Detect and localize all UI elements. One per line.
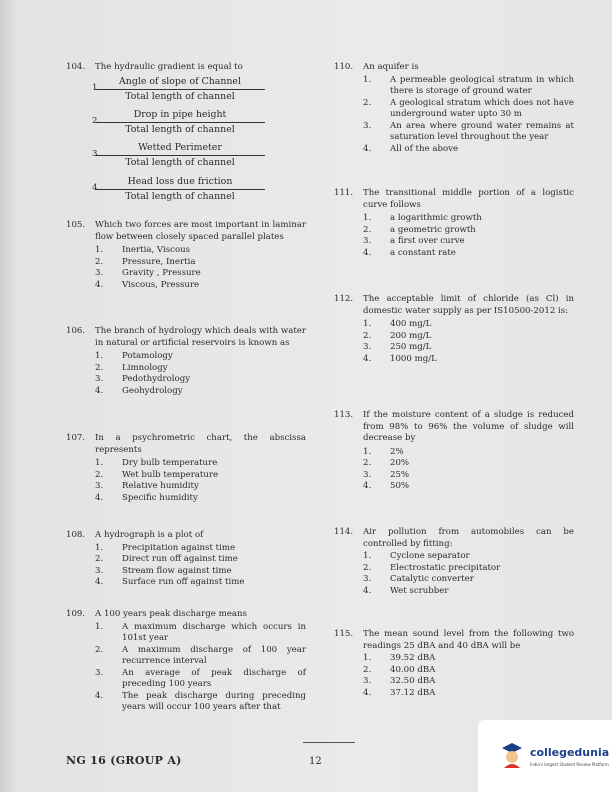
option-number: 4. (363, 353, 372, 364)
option[interactable] (363, 574, 574, 586)
option-text: Electrostatic precipitator (390, 562, 501, 573)
question-107 (66, 433, 306, 504)
question-number: 104. (66, 62, 86, 72)
question-106 (66, 326, 306, 397)
option-number: 2. (363, 562, 372, 573)
option-text: Surface run off against time (122, 577, 245, 587)
question-number: 110. (334, 62, 354, 72)
option-text: Wet bulb temperature (122, 469, 219, 480)
question-104 (66, 62, 306, 74)
logo-wordmark: collegedunia (530, 746, 610, 759)
option-number: 2. (95, 362, 104, 373)
option-number: 3. (95, 565, 104, 576)
option-number: 3. (363, 342, 372, 352)
option-text: a geometric growth (390, 224, 476, 235)
option[interactable] (95, 554, 306, 566)
option[interactable] (363, 676, 574, 688)
option-text: 2% (390, 446, 404, 457)
option-text: Stream flow against time (122, 565, 232, 576)
question-text: A 100 years peak discharge means (95, 609, 247, 619)
option-text: A maximum discharge of 100 year recurrence interval (122, 644, 306, 666)
option-number: 3. (92, 149, 101, 159)
question-115 (334, 629, 574, 699)
option[interactable] (363, 319, 574, 331)
option-text: a constant rate (390, 247, 456, 258)
option-text: 1000 mg/L (390, 353, 437, 364)
option-text: Specific humidity (122, 492, 198, 503)
option-text: Dry bulb temperature (122, 458, 218, 468)
option-number: 1. (363, 653, 372, 663)
option[interactable] (95, 645, 306, 668)
option[interactable] (363, 665, 574, 677)
fraction-bar (95, 155, 265, 156)
logo-tagline: India's largest Student Review Platform (530, 762, 609, 767)
page-number: 12 (309, 756, 322, 767)
fraction-bar (95, 89, 265, 90)
option[interactable] (363, 458, 574, 470)
option-text: An area where ground water remains at saturation level throughout the year (390, 120, 574, 142)
question-number: 115. (334, 629, 354, 639)
option-text: An average of peak discharge of preceding 100 years (122, 667, 306, 689)
option-number: 3. (363, 676, 372, 686)
option-text: a first over curve (390, 236, 465, 246)
fraction-numerator: Wetted Perimeter (138, 142, 222, 153)
option-text: Wet scrubber (390, 585, 449, 596)
option-text: A permeable geological stratum in which there is storage of ground water (390, 74, 574, 96)
option-number: 3. (363, 236, 372, 246)
option[interactable] (95, 458, 306, 470)
option[interactable] (363, 342, 574, 354)
option[interactable] (95, 268, 306, 280)
option-number: 2. (363, 330, 372, 341)
question-text: In a psychrometric chart, the abscissa represents (95, 433, 306, 455)
option[interactable] (95, 691, 306, 714)
option[interactable] (95, 481, 306, 493)
option-number: 1. (363, 551, 372, 561)
option-text: Catalytic converter (390, 574, 474, 584)
question-number: 111. (334, 188, 354, 198)
question-text: The acceptable limit of chloride (as Cl) in domestic water supply as per IS10500-2012 is: (363, 294, 574, 316)
option-fraction (95, 109, 265, 136)
option-text: 400 mg/L (390, 319, 432, 329)
question-text: The transitional middle portion of a logistic curve follows (363, 188, 574, 210)
option-number: 4. (95, 385, 104, 396)
option-number: 4. (95, 279, 104, 290)
question-text: Which two forces are most important in laminar flow between closely spaced parallel plates (95, 220, 306, 242)
option-number: 2. (363, 458, 372, 468)
option-number: 4. (363, 687, 372, 698)
option[interactable] (363, 121, 574, 144)
option-number: 3. (363, 469, 372, 480)
option[interactable] (363, 98, 574, 121)
fraction-numerator: Angle of slope of Channel (119, 76, 241, 87)
option-text: Pedothydrology (122, 374, 191, 384)
option-text: 25% (390, 469, 410, 480)
option[interactable] (363, 144, 574, 156)
question-number: 106. (66, 326, 86, 336)
option[interactable] (363, 75, 574, 98)
option-number: 1. (95, 351, 104, 361)
option-text: 32.50 dBA (390, 676, 436, 686)
option[interactable] (363, 586, 574, 598)
option-number: 4. (92, 183, 101, 193)
question-number: 113. (334, 410, 354, 420)
question-112 (334, 294, 574, 365)
option-fraction (95, 176, 265, 203)
option-text: Limnology (122, 362, 168, 373)
option-text: a logarithmic growth (390, 213, 482, 223)
question-text: The branch of hydrology which deals with water in natural or artificial reservoirs is known as (95, 326, 306, 348)
option[interactable] (95, 470, 306, 482)
option[interactable] (363, 481, 574, 493)
question-number: 107. (66, 433, 86, 443)
option-number: 3. (95, 268, 104, 278)
option-text: 200 mg/L (390, 330, 432, 341)
question-text: An aquifer is (363, 62, 419, 72)
option-text: Pressure, Inertia (122, 256, 196, 267)
option[interactable] (95, 668, 306, 691)
option-text: 50% (390, 481, 410, 491)
question-111 (334, 188, 574, 259)
option-number: 4. (95, 577, 104, 587)
fraction-denominator: Total length of channel (125, 91, 235, 102)
footer-rule (303, 742, 355, 743)
option[interactable] (95, 257, 306, 269)
option-number: 2. (95, 644, 104, 655)
option-text: Viscous, Pressure (122, 279, 200, 290)
fraction-bar (95, 122, 265, 123)
question-number: 109. (66, 609, 86, 619)
option-text: 37.12 dBA (390, 687, 436, 698)
option-number: 2. (363, 224, 372, 235)
option[interactable] (363, 236, 574, 248)
option-number: 4. (95, 690, 104, 701)
option[interactable] (95, 386, 306, 398)
option-number: 1. (363, 446, 372, 457)
option[interactable] (95, 280, 306, 292)
option-number: 3. (95, 667, 104, 678)
option[interactable] (363, 653, 574, 665)
question-number: 105. (66, 220, 86, 230)
option-text: A geological stratum which does not have underground water upto 30 m (390, 97, 574, 119)
option-number: 2. (95, 554, 104, 564)
option-text: A maximum discharge which occurs in 101st year (122, 621, 306, 643)
option-text: 250 mg/L (390, 342, 432, 352)
option-text: Potamology (122, 351, 173, 361)
option-number: 2. (95, 469, 104, 480)
option-number: 1. (363, 319, 372, 329)
option[interactable] (95, 566, 306, 578)
option[interactable] (363, 354, 574, 366)
option-number: 2. (363, 664, 372, 675)
option-text: Relative humidity (122, 481, 199, 491)
option[interactable] (95, 622, 306, 645)
question-number: 112. (334, 294, 354, 304)
option-text: Inertia, Viscous (122, 245, 191, 255)
option[interactable] (363, 447, 574, 459)
question-number: 114. (334, 527, 354, 537)
graduate-mascot-icon (500, 740, 524, 768)
fraction-numerator: Head loss due friction (127, 176, 233, 187)
option-number: 4. (363, 585, 372, 596)
question-text: If the moisture content of a sludge is reduced from 98% to 96% the volume of sludge will decrease by (363, 410, 574, 443)
option[interactable] (95, 374, 306, 386)
option-number: 4. (95, 492, 104, 503)
question-114 (334, 527, 574, 597)
option-number: 3. (363, 120, 372, 131)
question-109 (66, 609, 306, 714)
option-text: Precipitation against time (122, 542, 236, 553)
option-text: Geohydrology (122, 385, 183, 396)
option-number: 4. (363, 247, 372, 258)
option-fraction (95, 76, 265, 103)
option[interactable] (95, 245, 306, 257)
option[interactable] (95, 493, 306, 505)
option-number: 1. (363, 74, 372, 85)
option-text: Cyclone separator (390, 551, 470, 561)
question-105 (66, 220, 306, 291)
option-text: 39.52 dBA (390, 653, 436, 663)
option-number: 2. (95, 256, 104, 267)
option[interactable] (95, 363, 306, 375)
option-text: Gravity , Pressure (122, 268, 201, 278)
option[interactable] (363, 470, 574, 482)
question-113 (334, 410, 574, 493)
fraction-denominator: Total length of channel (125, 124, 235, 135)
option[interactable] (363, 213, 574, 225)
question-text: The hydraulic gradient is equal to (95, 62, 243, 72)
option-number: 3. (95, 374, 104, 384)
question-text: A hydrograph is a plot of (95, 530, 204, 540)
option-text: All of the above (390, 143, 459, 154)
option-number: 1. (95, 621, 104, 632)
question-108 (66, 530, 306, 589)
fraction-denominator: Total length of channel (125, 157, 235, 168)
fraction-denominator: Total length of channel (125, 191, 235, 202)
option[interactable] (95, 543, 306, 555)
option-number: 1. (95, 245, 104, 255)
fraction-bar (95, 189, 265, 190)
option-number: 3. (363, 574, 372, 584)
option-number: 1. (95, 458, 104, 468)
option-number: 4. (363, 143, 372, 154)
fraction-numerator: Drop in pipe height (133, 109, 227, 120)
question-number: 108. (66, 530, 86, 540)
question-text: Air pollution from automobiles can be controlled by fitting: (363, 527, 574, 549)
option[interactable] (363, 688, 574, 700)
option[interactable] (363, 563, 574, 575)
question-text: The mean sound level from the following two readings 25 dBA and 40 dBA will be (363, 629, 574, 651)
option[interactable] (363, 551, 574, 563)
paper-code: NG 16 (GROUP A) (66, 754, 182, 767)
option-text: The peak discharge during preceding years will occur 100 years after that (122, 690, 306, 712)
option-number: 1. (95, 542, 104, 553)
option-text: 20% (390, 458, 410, 468)
option-number: 1. (363, 213, 372, 223)
option[interactable] (363, 225, 574, 237)
option-number: 4. (363, 481, 372, 491)
option-text: Direct run off against time (122, 554, 238, 564)
option-number: 2. (92, 116, 101, 126)
option[interactable] (363, 331, 574, 343)
option-fraction (95, 142, 265, 169)
option[interactable] (363, 248, 574, 260)
question-110 (334, 62, 574, 155)
option-text: 40.00 dBA (390, 664, 436, 675)
option[interactable] (95, 351, 306, 363)
option-number: 1. (92, 83, 101, 93)
option[interactable] (95, 577, 306, 589)
option-number: 2. (363, 97, 372, 108)
option-number: 3. (95, 481, 104, 491)
